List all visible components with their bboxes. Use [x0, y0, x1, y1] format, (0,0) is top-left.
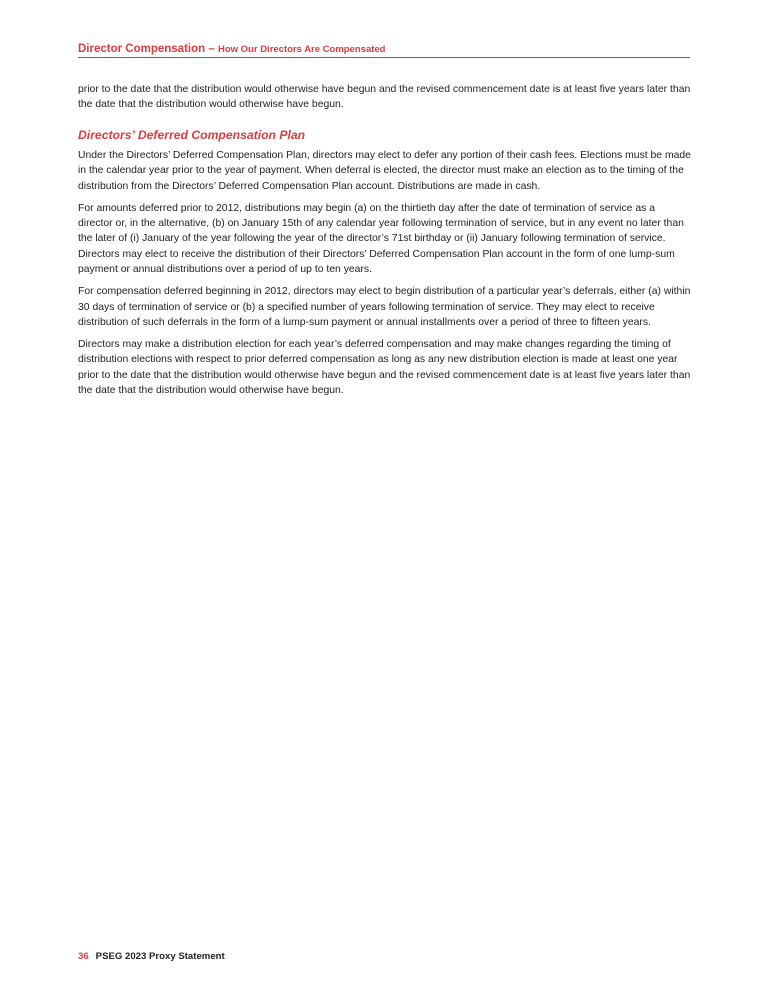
paragraph-elections: Directors may make a distribution election for each year’s deferred compensation and may make changes regarding the timing of distribution elections with respect to prior deferred compensation as long as any new distribution election is made at least one year prior to the date that the distribution would otherwise have begun and the revised commencement date is at least five years later than the date that the distribution would otherwise have begun.: [78, 339, 691, 397]
header-title: [78, 42, 690, 57]
header-separator: –: [205, 43, 218, 55]
paragraph-overview: Under the Directors’ Deferred Compensation Plan, directors may elect to defer any portion of their cash fees. Elections must be made in the calendar year prior to the year of payment. When deferral is elected, the director must make an election as to the timing of the distribution from the Directors’ Deferred Compensation Plan account. Distributions are made in cash.: [78, 149, 691, 192]
section-heading: Directors’ Deferred Compensation Plan: [78, 127, 306, 142]
header-subsection: How Our Directors Are Compensated: [217, 44, 386, 55]
page-header: [78, 42, 690, 58]
paragraph-pre-2012: For amounts deferred prior to 2012, distributions may begin (a) on the thirtieth day after the date of termination of service as a director or, in the alternative, (b) on January 15th of any calendar year following termination of service, but in any event no later than the later of (i) January of the year following the year of the director’s 71st birthday or (ii) January following termination of service. Directors may elect to receive the distribution of their Directors’ Deferred Compensation Plan account in the form of one lump-sum payment or annual distributions over a period of up to ten years.: [78, 202, 684, 276]
paragraph-post-2012: For compensation deferred beginning in 2012, directors may elect to begin distribution of a particular year’s deferrals, either (a) within 30 days of termination of service or (b) a specified number of years following termination of service. They may elect to receive distribution of such deferrals in the form of a lump-sum payment or annual installments over a period of three to fifteen years.: [78, 286, 691, 329]
header-section: Director Compensation: [78, 43, 206, 55]
page-footer: [78, 951, 225, 962]
intro-paragraph: prior to the date that the distribution would otherwise have begun and the revised commencement date is at least five years later than the date that the distribution would otherwise have begun.: [78, 84, 691, 111]
page-number: 36: [78, 951, 89, 962]
page-body: [78, 82, 692, 405]
document-title: PSEG 2023 Proxy Statement: [95, 951, 225, 962]
